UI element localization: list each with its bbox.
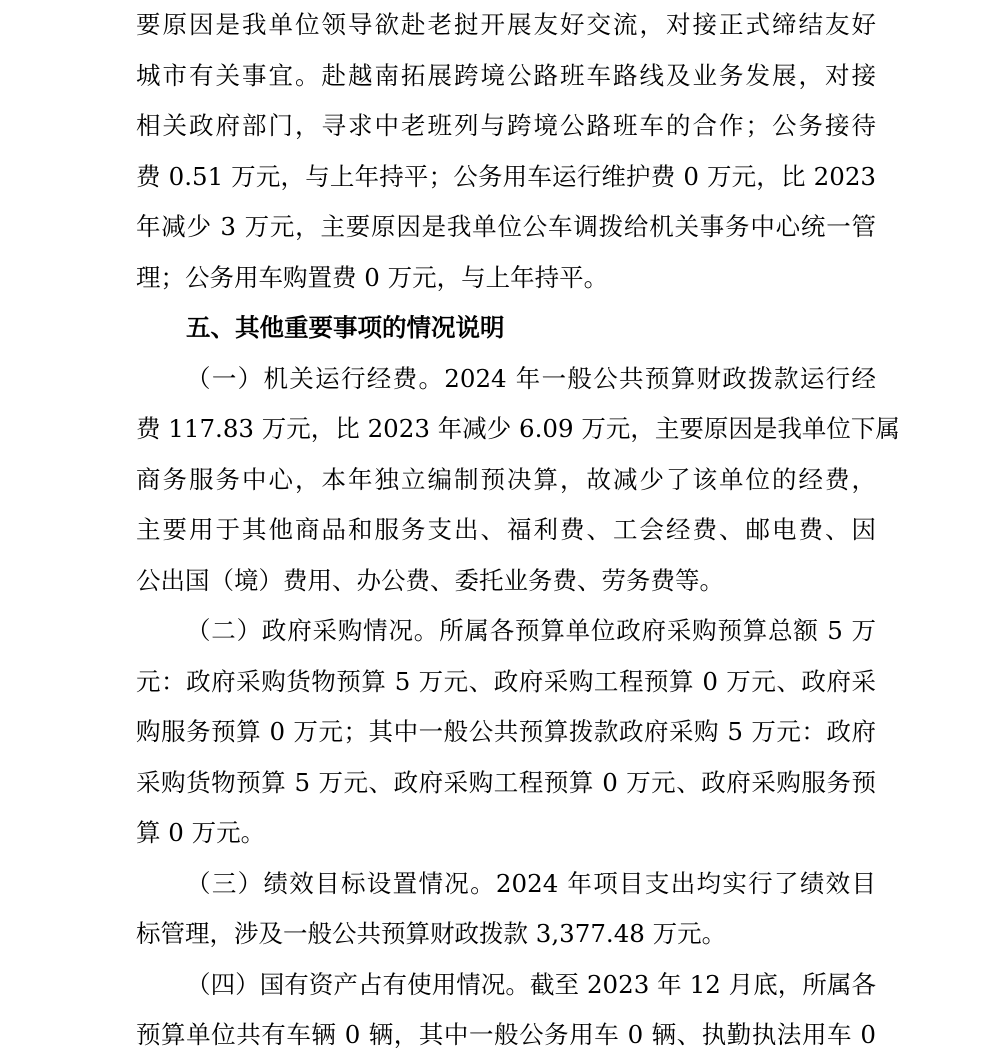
text-line: 城市有关事宜。赴越南拓展跨境公路班车路线及业务发展，对接: [136, 60, 876, 90]
text-line: （二）政府采购情况。所属各预算单位政府采购预算总额 5 万: [186, 616, 876, 645]
section-heading: 五、其他重要事项的情况说明: [186, 313, 505, 342]
text-line: 年减少 3 万元，主要原因是我单位公车调拨给机关事务中心统一管: [136, 212, 876, 241]
text-line: （四）国有资产占有使用情况。截至 2023 年 12 月底，所属各: [186, 969, 876, 999]
text-line: 预算单位共有车辆 0 辆，其中一般公务用车 0 辆、执勤执法用车 0: [136, 1020, 876, 1049]
text-line: 理；公务用车购置费 0 万元，与上年持平。: [136, 262, 609, 292]
text-line: 费 117.83 万元，比 2023 年减少 6.09 万元，主要原因是我单位下属: [136, 414, 900, 443]
text-line: （三）绩效目标设置情况。2024 年项目支出均实行了绩效目: [186, 868, 876, 898]
text-line: 元：政府采购货物预算 5 万元、政府采购工程预算 0 万元、政府采: [136, 666, 876, 696]
text-line: 主要用于其他商品和服务支出、福利费、工会经费、邮电费、因: [136, 515, 876, 544]
text-line: 公出国（境）费用、办公费、委托业务费、劳务费等。: [136, 565, 724, 595]
text-line: 标管理，涉及一般公共预算财政拨款 3,377.48 万元。: [136, 919, 727, 948]
text-line: 相关政府部门，寻求中老班列与跨境公路班车的合作；公务接待: [136, 111, 876, 140]
text-line: 要原因是我单位领导欲赴老挝开展友好交流，对接正式缔结友好: [136, 10, 876, 39]
text-line: 商务服务中心，本年独立编制预决算，故减少了该单位的经费，: [136, 464, 876, 494]
text-line: 购服务预算 0 万元；其中一般公共预算拨款政府采购 5 万元：政府: [136, 717, 876, 746]
text-line: 算 0 万元。: [136, 818, 266, 847]
text-line: 采购货物预算 5 万元、政府采购工程预算 0 万元、政府采购服务预: [136, 767, 876, 797]
document-page: [136, 0, 900, 1061]
text-line: 费 0.51 万元，与上年持平；公务用车运行维护费 0 万元，比 2023: [136, 161, 876, 191]
text-line: （一）机关运行经费。2024 年一般公共预算财政拨款运行经: [186, 363, 876, 393]
